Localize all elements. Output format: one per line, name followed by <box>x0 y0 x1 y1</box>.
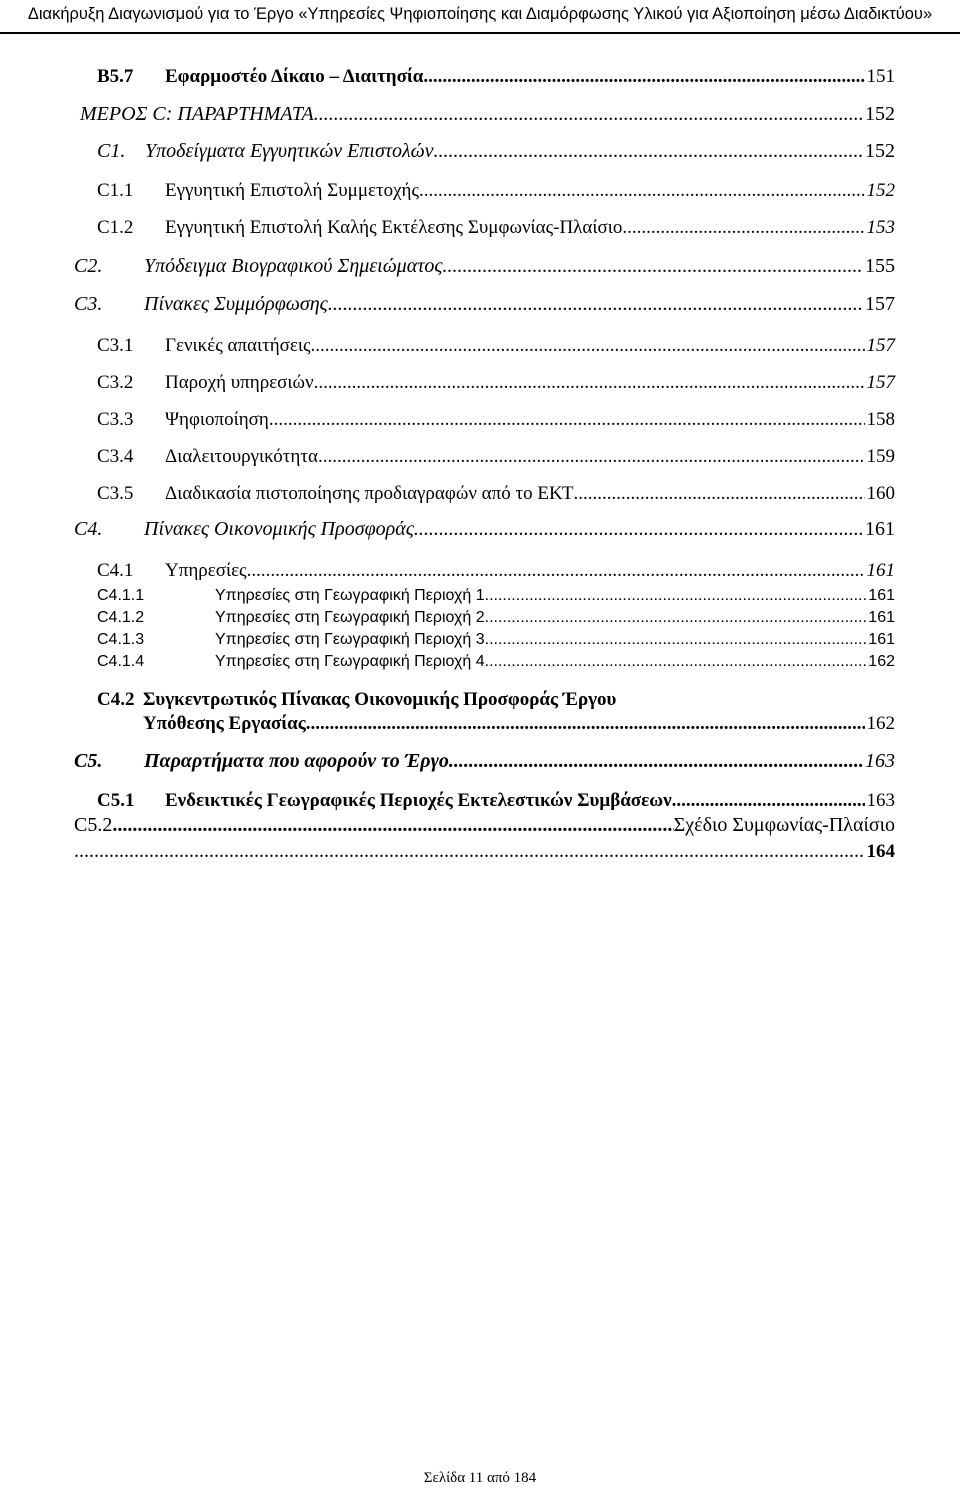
toc-entry[interactable] <box>97 689 895 735</box>
toc-entry-page: 157 <box>865 293 895 315</box>
toc-entry-title: Ενδεικτικές Γεωγραφικές Περιοχές Εκτελεστικών Συμβάσεων <box>165 790 672 811</box>
toc-entry-title: Ψηφιοποίηση <box>165 409 269 430</box>
toc-leader-dots <box>485 587 867 605</box>
toc-leader-dots <box>311 335 865 357</box>
toc-leader-dots <box>314 372 865 394</box>
toc-entry[interactable] <box>97 140 895 163</box>
toc-entry-page: 161 <box>866 560 895 581</box>
toc-entry-title: Υπηρεσίες <box>165 560 247 581</box>
toc-entry-page: 153 <box>866 217 895 238</box>
toc-entry-page: 161 <box>868 631 895 648</box>
toc-entry-title: Εγγυητική Επιστολή Καλής Εκτέλεσης Συμφωνίας-Πλαίσιο <box>165 217 623 238</box>
toc-entry[interactable] <box>97 560 895 582</box>
toc-entry-title: Παροχή υπηρεσιών <box>165 372 314 393</box>
toc-leader-dots <box>74 840 865 863</box>
toc-entry-number: C3.1 <box>97 335 134 356</box>
toc-entry[interactable] <box>97 372 895 394</box>
toc-entry[interactable] <box>97 587 895 605</box>
toc-entry[interactable] <box>97 446 895 468</box>
toc-leader-dots <box>269 409 865 431</box>
toc-entry-title: Υπηρεσίες στη Γεωγραφική Περιοχή 3 <box>215 631 485 648</box>
page-footer: Σελίδα 11 από 184 <box>423 1470 537 1486</box>
toc-leader-dots <box>434 140 864 163</box>
toc-entry-number: C5.2 <box>74 814 113 836</box>
toc-entry-title: Διαλειτουργικότητα <box>165 446 318 467</box>
toc-entry-number: B5.7 <box>97 66 134 87</box>
toc-entry-number: C4.2 <box>97 689 135 710</box>
toc-entry-title: Παραρτήματα που αφορούν το Έργο <box>144 750 449 772</box>
toc-entry-number: C5. <box>74 750 103 772</box>
toc-entry-title: ΜΕΡΟΣ C: ΠΑΡΑΡΤΗΜΑΤΑ <box>80 103 314 125</box>
toc-entry-title: Εφαρμοστέο Δίκαιο – Διαιτησία <box>165 66 424 87</box>
toc-leader-dots <box>485 631 867 649</box>
toc-entry-number: C4.1.1 <box>97 587 145 604</box>
toc-entry-page: 161 <box>868 609 895 626</box>
toc-entry-number: C4.1 <box>97 560 134 581</box>
toc-entry-number: C1.1 <box>97 180 134 201</box>
toc-entry[interactable] <box>74 293 895 316</box>
toc-entry-title: Πίνακες Συμμόρφωσης <box>144 293 328 315</box>
toc-entry-number: C3. <box>74 293 103 315</box>
toc-entry-number: C5.1 <box>97 790 135 811</box>
toc-entry[interactable] <box>74 750 895 773</box>
toc-entry-number: C1. <box>97 140 126 162</box>
toc-entry-title: Συγκεντρωτικός Πίνακας Οικονομικής Προσφοράς Έργου <box>143 689 617 710</box>
toc-leader-dots <box>247 560 865 582</box>
toc-entry[interactable] <box>74 255 895 278</box>
toc-entry[interactable] <box>97 653 895 671</box>
toc-entry-page: 155 <box>865 255 895 277</box>
toc-entry-page: 158 <box>866 409 895 430</box>
toc-entry-number: C4.1.2 <box>97 609 145 626</box>
toc-entry-title: Διαδικασία πιστοποίησης προδιαγραφών από το ΕΚΤ <box>165 483 574 504</box>
toc-entry[interactable] <box>97 609 895 627</box>
toc-entry-number: C4.1.4 <box>97 653 145 670</box>
toc-entry-number: C3.5 <box>97 483 134 504</box>
toc-entry-page: 157 <box>866 372 895 393</box>
toc-leader-dots <box>622 217 864 239</box>
toc-entry-page: 162 <box>868 653 895 670</box>
toc-leader-dots <box>672 790 865 812</box>
toc-leader-dots <box>423 66 864 88</box>
toc-entry-page: 152 <box>866 180 895 201</box>
toc-entry[interactable] <box>74 518 895 541</box>
toc-entry[interactable] <box>97 631 895 649</box>
toc-entry-number: C3.2 <box>97 372 134 393</box>
toc-entry-number: C4.1.3 <box>97 631 145 648</box>
toc-leader-dots <box>485 609 867 627</box>
toc-entry-page: 163 <box>866 790 895 811</box>
toc-entry-page: 159 <box>866 446 895 467</box>
toc-entry[interactable] <box>97 217 895 239</box>
toc-leader-dots <box>306 713 865 735</box>
toc-entry-number: C4. <box>74 518 103 540</box>
toc-entry-page: 157 <box>866 335 895 356</box>
toc-entry[interactable] <box>97 335 895 357</box>
toc-entry-title: Υπηρεσίες στη Γεωγραφική Περιοχή 1 <box>215 587 485 604</box>
toc-entry-page: 161 <box>865 518 895 540</box>
toc-entry-number: C3.4 <box>97 446 134 467</box>
toc-leader-dots <box>419 180 864 202</box>
toc-leader-dots <box>485 653 867 671</box>
toc-entry[interactable] <box>97 180 895 202</box>
toc-leader-dots <box>573 483 864 505</box>
toc-entry[interactable] <box>74 814 895 863</box>
toc-entry-page: 151 <box>866 66 895 87</box>
toc-entry[interactable] <box>80 103 895 126</box>
toc-entry-title: Σχέδιο Συμφωνίας-Πλαίσιο <box>673 814 895 836</box>
toc-leader-dots <box>449 750 863 773</box>
toc-entry-title: Υποδείγματα Εγγυητικών Επιστολών <box>145 140 434 162</box>
toc-entry[interactable] <box>97 66 895 88</box>
toc-entry-title-continued: Υπόθεσης Εργασίας <box>143 713 306 734</box>
toc-entry-title: Γενικές απαιτήσεις <box>165 335 311 356</box>
toc-entry-page: 163 <box>865 750 895 772</box>
toc-leader-dots <box>318 446 865 468</box>
toc-entry-page: 161 <box>868 587 895 604</box>
toc-leader-dots <box>443 255 864 278</box>
toc-entry-number: C1.2 <box>97 217 134 238</box>
toc-entry-page: 152 <box>865 103 895 125</box>
toc-entry-page: 152 <box>865 140 895 162</box>
document-header: Διακήρυξη Διαγωνισμού για το Έργο «Υπηρεσίες Ψηφιοποίησης και Διαμόρφωσης Υλικού για Αξιοποίηση μέσω Διαδικτύου» <box>0 0 960 34</box>
toc-entry[interactable] <box>97 483 895 505</box>
toc-entry-page: 162 <box>866 713 895 734</box>
toc-entry[interactable] <box>97 409 895 431</box>
toc-leader-dots <box>328 293 863 316</box>
toc-entry[interactable] <box>97 790 895 812</box>
toc-entry-title: Εγγυητική Επιστολή Συμμετοχής <box>165 180 420 201</box>
toc-entry-title: Υπηρεσίες στη Γεωγραφική Περιοχή 4 <box>215 653 485 670</box>
toc-entry-number: C3.3 <box>97 409 134 430</box>
toc-entry-title: Υπηρεσίες στη Γεωγραφική Περιοχή 2 <box>215 609 485 626</box>
toc-leader-dots <box>414 518 863 541</box>
toc-entry-title: Πίνακες Οικονομικής Προσφοράς <box>144 518 414 540</box>
toc-entry-title: Υπόδειγμα Βιογραφικού Σημειώματος <box>144 255 443 277</box>
toc-entry-page: 164 <box>866 841 895 862</box>
toc-leader-dots <box>314 103 863 126</box>
toc-entry-number: C2. <box>74 255 103 277</box>
toc-leader-dots <box>112 814 673 837</box>
toc-entry-page: 160 <box>866 483 895 504</box>
